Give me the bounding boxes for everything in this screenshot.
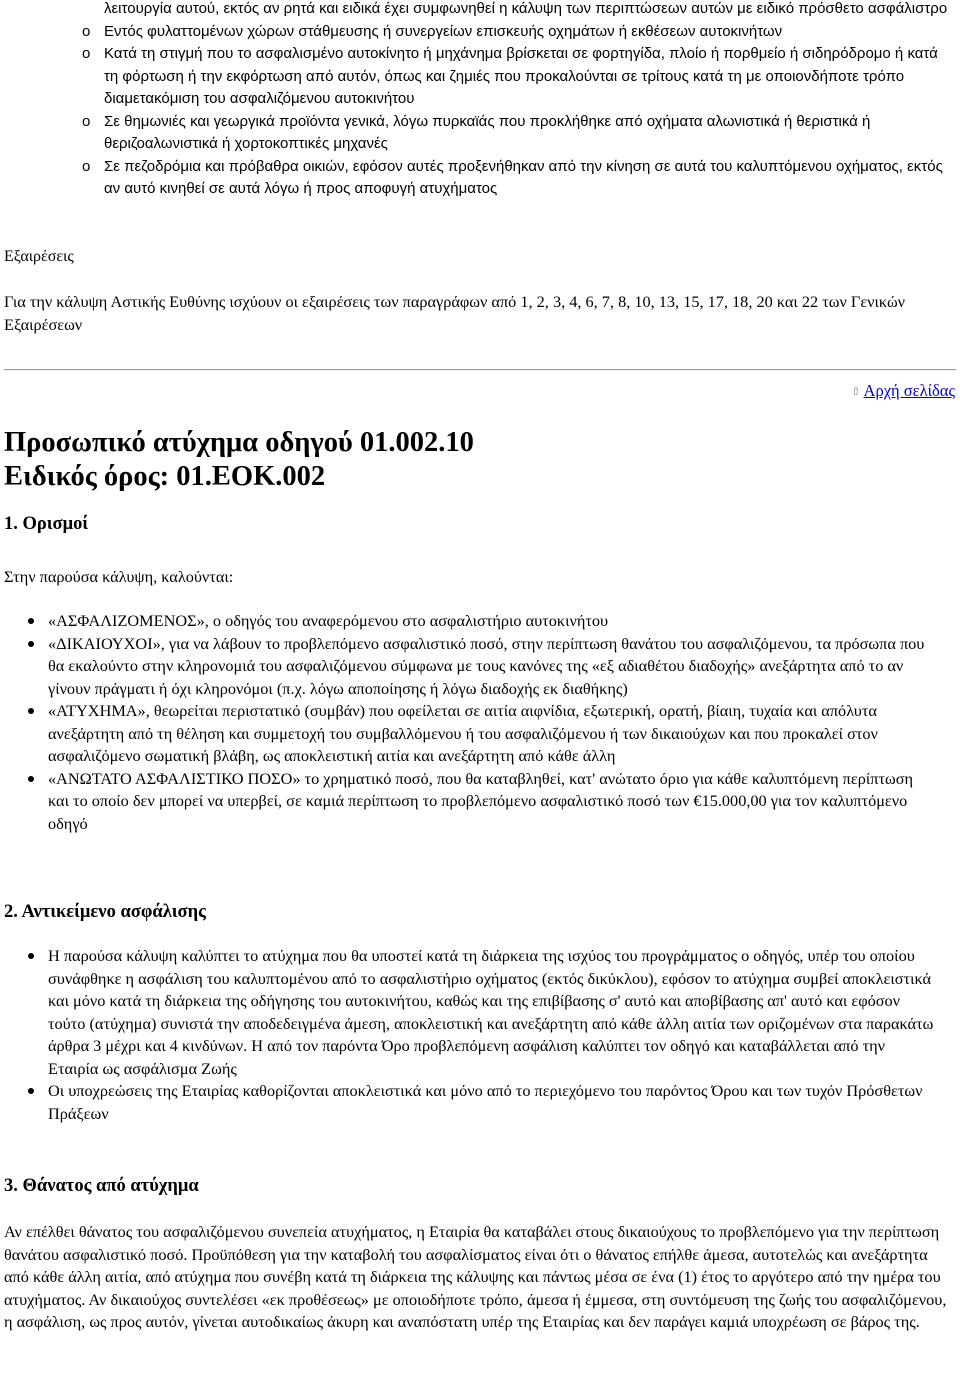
list-marker: o bbox=[82, 45, 91, 62]
list-item bbox=[80, 43, 950, 111]
exclusions-heading: Εξαιρέσεις bbox=[4, 248, 74, 265]
definitions-intro: Στην παρούσα κάλυψη, καλούνται: bbox=[4, 567, 234, 586]
exclusions-sublist bbox=[80, 0, 950, 201]
sublist-text: λειτουργία αυτού, εκτός αν ρητά και ειδικά έχει συμφωνηθεί η κάλυψη των περιπτώσεων αυτών με ειδικό πρόσθετο ασφάλιστρο bbox=[104, 0, 948, 17]
sublist-text: Κατά τη στιγμή που το ασφαλισμένο αυτοκίνητο ή μηχάνημα βρίσκεται σε φορτηγίδα, πλοίο ή πορθμείο ή σιδηρόδρομο ή κατά τη φόρτωση ή την εκφόρτωση από αυτόν, όπως και ζημιές που προκαλούνται σε τρίτους κατά τη με οποιονδήποτε τρόπο διαμετακόμιση του ασφαλιζόμενου αυτοκινήτου bbox=[104, 45, 938, 107]
list-item bbox=[48, 1080, 938, 1125]
sublist-text: Σε πεζοδρόμια και πρόβαθρα οικιών, εφόσον αυτές προξενήθηκαν από την κίνηση σε αυτά του καλυπτόμενου οχήματος, εκτός αν αυτό κινηθεί σε αυτά λόγω ή προς αποφυγή ατυχήματος bbox=[104, 157, 943, 197]
horizontal-rule bbox=[4, 369, 956, 371]
list-marker: o bbox=[82, 157, 91, 175]
list-item bbox=[48, 768, 938, 836]
list-marker: o bbox=[82, 112, 91, 130]
list-item bbox=[80, 0, 950, 21]
list-item bbox=[80, 21, 950, 44]
death-text: Αν επέλθει θάνατος του ασφαλιζόμενου συνεπεία ατυχήματος, η Εταιρία θα καταβάλει στους δικαιούχους το προβλεπόμενο για την περίπτωση θανάτου ασφαλιστικό ποσό. Προϋπόθεση για την καταβολή του ασφαλίσματος είναι ότι ο θάνατος επήλθε άμεσα, αυτοτελώς και ανεξάρτητα από κάθε άλλη αιτία, από ατύχημα που συνέβη κατά τη διάρκεια της κάλυψης και πάντως μέσα σε ένα (1) έτος το αργότερο από την ημέρα του ατυχήματος. Αν δικαιούχος συντελέσει «εκ προθέσεως» με οποιοδήποτε τρόπο, άμεσα ή έμμεσα, στη συντόμευση της ζωής του ασφαλιζόμενου, η ασφάλιση, ως προς αυτόν, γίνεται αυτοδικαίως άκυρη και αναπόστατη υπέρ της Εταιρίας και δεν παράγει καμιά υποχρέωση σε βάρος της. bbox=[4, 1222, 947, 1331]
definition-text: «ΑΤΥΧΗΜΑ», θεωρείται περιστατικό (συμβάν) που οφείλεται σε αιτία αιφνίδια, εξωτερική, ορατή, βίαιη, τυχαία και απόλυτα ανεξάρτητη από τη θέληση και συμμετοχή του συμβαλλόμενου ή του ασφαλιζόμενου ή των δικαιούχων και που προκαλεί στον ασφαλιζόμενο σωματική βλάβη, ως αποκλειστική αιτία και ανεξάρτητη από κάθε άλλη bbox=[48, 701, 878, 765]
back-to-top-link[interactable] bbox=[851, 380, 955, 404]
subject-text: Οι υποχρεώσεις της Εταιρίας καθορίζονται αποκλειστικά και μόνο από το περιεχόμενο του παρόντος Όρου και των τυχόν Πρόσθετων Πράξεων bbox=[48, 1081, 923, 1123]
death-heading: 3. Θάνατος από ατύχημα bbox=[4, 1176, 199, 1196]
list-item bbox=[80, 111, 950, 156]
definition-text: «ΔΙΚΑΙΟΥΧΟΙ», για να λάβουν το προβλεπόμενο ασφαλιστικό ποσό, στην περίπτωση θανάτου του ασφαλιζόμενου, τα πρόσωπα που θα εκαλούντο στην κληρονομιά του ασφαλιζόμενου σύμφωνα με τους κανόνες της «εξ αδιαθέτου διαδοχής» ανεξάρτητα από το αν γίνουν πράγματι ή όχι κληρονόμοι (π.χ. λόγω αποποίησης ή λόγω διαδοχής εκ διαθήκης) bbox=[48, 633, 925, 698]
exclusions-text: Για την κάλυψη Αστικής Ευθύνης ισχύουν οι εξαιρέσεις των παραγράφων από 1, 2, 3, 4, 6, 7, 8, 10, 13, 15, 17, 18, 20 και 22 των Γενικών Εξαιρέσεων bbox=[4, 292, 906, 334]
sublist-text: Εντός φυλαττομένων χώρων στάθμευσης ή συνεργείων επισκευής οχημάτων ή εκθέσεων αυτοκινήτων bbox=[104, 22, 783, 40]
section-title bbox=[4, 426, 474, 494]
section-title-line2: Ειδικός όρος: 01.ΕΟΚ.002 bbox=[4, 461, 326, 492]
up-arrow-icon: ⇧ bbox=[851, 386, 861, 398]
subject-heading: 2. Αντικείμενο ασφάλισης bbox=[4, 902, 206, 922]
subject-text: Η παρούσα κάλυψη καλύπτει το ατύχημα που θα υποστεί κατά τη διάρκεια της ισχύος του προγράμματος ο οδηγός, υπέρ του οποίου συνάφθηκε η ασφάλιση του καλυπτομένου από το ασφαλιστήριο οχήματος (εκτός δικύκλου), εφόσον το ατύχημα συμβεί αποκλειστικά και μόνο κατά τη διάρκεια της οδήγησης του αυτοκινήτου, καθώς και της επιβίβασης σ' αυτό και αποβίβασης απ' αυτό και εφόσον τούτο (ατύχημα) συνιστά την αποδεδειγμένα άμεση, αποκλειστική και ανεξάρτητη από κάθε άλλη αιτία των οριζομένων στα παρακάτω άρθρα 3 μέχρι και 4 κινδύνων. Η από τον παρόντα Όρο προβλεπόμενη ασφάλιση καλύπτει τον οδηγό και καταβάλλεται από την Εταιρία ως ασφάλισμα Ζωής bbox=[48, 946, 934, 1078]
list-item bbox=[48, 633, 938, 701]
definitions-list bbox=[48, 610, 938, 835]
list-marker: o bbox=[82, 22, 91, 40]
sublist-text: Σε θημωνιές και γεωργικά προϊόντα γενικά, λόγω πυρκαϊάς που προκλήθηκε από οχήματα αλωνιστικά ή θεριστικά ή θεριζοαλωνιστικά ή χορτοκοπτικές μηχανές bbox=[104, 112, 871, 152]
subject-list bbox=[48, 945, 938, 1125]
back-to-top-label: Αρχή σελίδας bbox=[863, 381, 955, 400]
list-item bbox=[48, 945, 938, 1080]
definition-text: «ΑΝΩΤΑΤΟ ΑΣΦΑΛΙΣΤΙΚΟ ΠΟΣΟ» το χρηματικό ποσό, που θα καταβληθεί, κατ' ανώτατο όριο για κάθε καλυπτόμενη περίπτωση και το οποίο δεν μπορεί να υπερβεί, σε καμιά περίπτωση το προβλεπόμενο ασφαλιστικό ποσό των €15.000,00 για τον καλυπτόμενο οδηγό bbox=[48, 768, 913, 833]
list-item bbox=[80, 156, 950, 201]
list-item bbox=[48, 700, 938, 768]
definition-text: «ΑΣΦΑΛΙΖΟΜΕΝΟΣ», ο οδηγός του αναφερόμενου στο ασφαλιστήριο αυτοκινήτου bbox=[48, 611, 609, 630]
definitions-heading: 1. Ορισμοί bbox=[4, 514, 89, 534]
section-title-line1: Προσωπικό ατύχημα οδηγού 01.002.10 bbox=[4, 427, 474, 458]
list-item bbox=[48, 610, 938, 633]
